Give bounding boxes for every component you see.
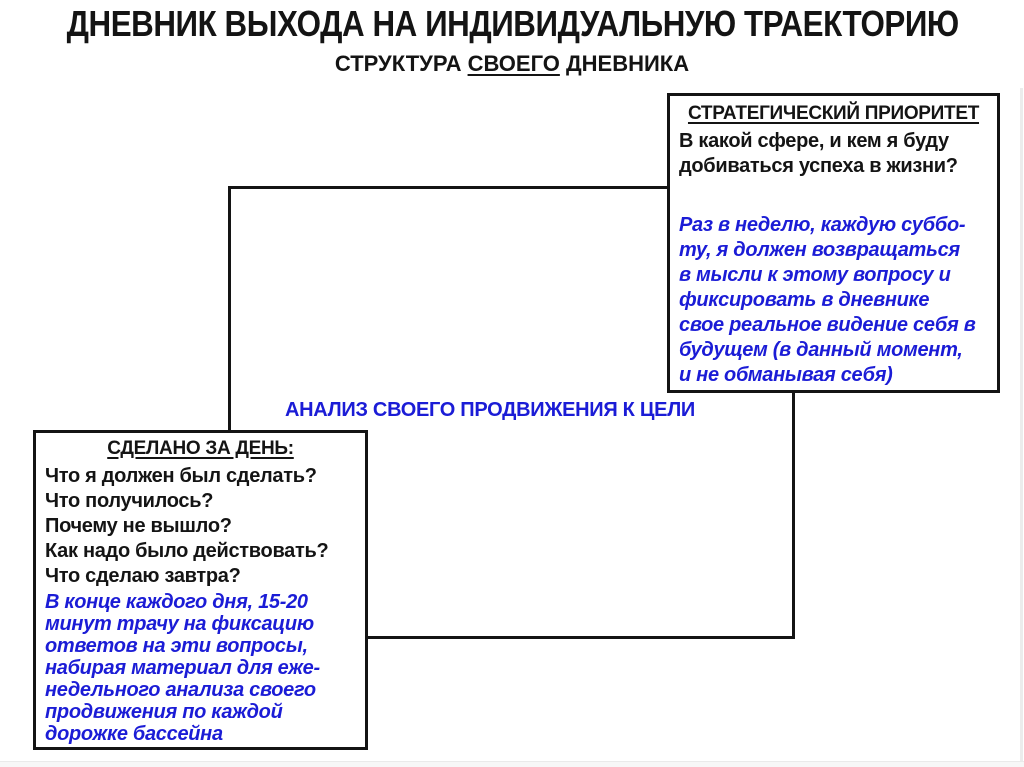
subtitle-prefix: СТРУКТУРА <box>334 51 468 76</box>
strategic-priority-box <box>667 93 1000 393</box>
subtitle-underlined-word: СВОЕГО <box>467 51 560 76</box>
strategic-box-note: Раз в неделю, каждую суббо- ту, я должен возвращаться в мысли к этому вопросу и фиксировать в дневнике свое реальное видение себя в будущем (в данный момент, и не обманывая себя) <box>679 214 976 386</box>
daily-question-3: Почему не вышло? <box>45 515 232 537</box>
daily-question-4: Как надо было действовать? <box>45 540 329 562</box>
slide-subtitle <box>0 51 1024 77</box>
slide-bottom-edge <box>0 761 1024 767</box>
subtitle-suffix: ДНЕВНИКА <box>559 51 690 76</box>
daily-question-1: Что я должен был сделать? <box>45 465 317 487</box>
daily-question-5: Что сделаю завтра? <box>45 565 241 587</box>
strategic-box-question: В какой сфере, и кем я буду добиваться успеха в жизни? <box>679 130 958 177</box>
daily-box-note: В конце каждого дня, 15-20 минут трачу на фиксацию ответов на эти вопросы, набирая материал для еже- недельного анализа своего продвижения по каждой дорожке бассейна <box>45 591 320 745</box>
slide-title-text: ДНЕВНИК ВЫХОДА НА ИНДИВИДУАЛЬНУЮ ТРАЕКТОРИЮ <box>66 3 959 44</box>
strategic-box-header: СТРАТЕГИЧЕСКИЙ ПРИОРИТЕТ <box>687 103 980 124</box>
daily-box-header: СДЕЛАНО ЗА ДЕНЬ: <box>107 438 294 459</box>
analysis-label: АНАЛИЗ СВОЕГО ПРОДВИЖЕНИЯ К ЦЕЛИ <box>284 399 696 421</box>
slide-title <box>0 3 1024 45</box>
slide-right-edge <box>1020 88 1023 767</box>
daily-question-2: Что получилось? <box>45 490 214 512</box>
daily-log-box <box>33 430 368 750</box>
